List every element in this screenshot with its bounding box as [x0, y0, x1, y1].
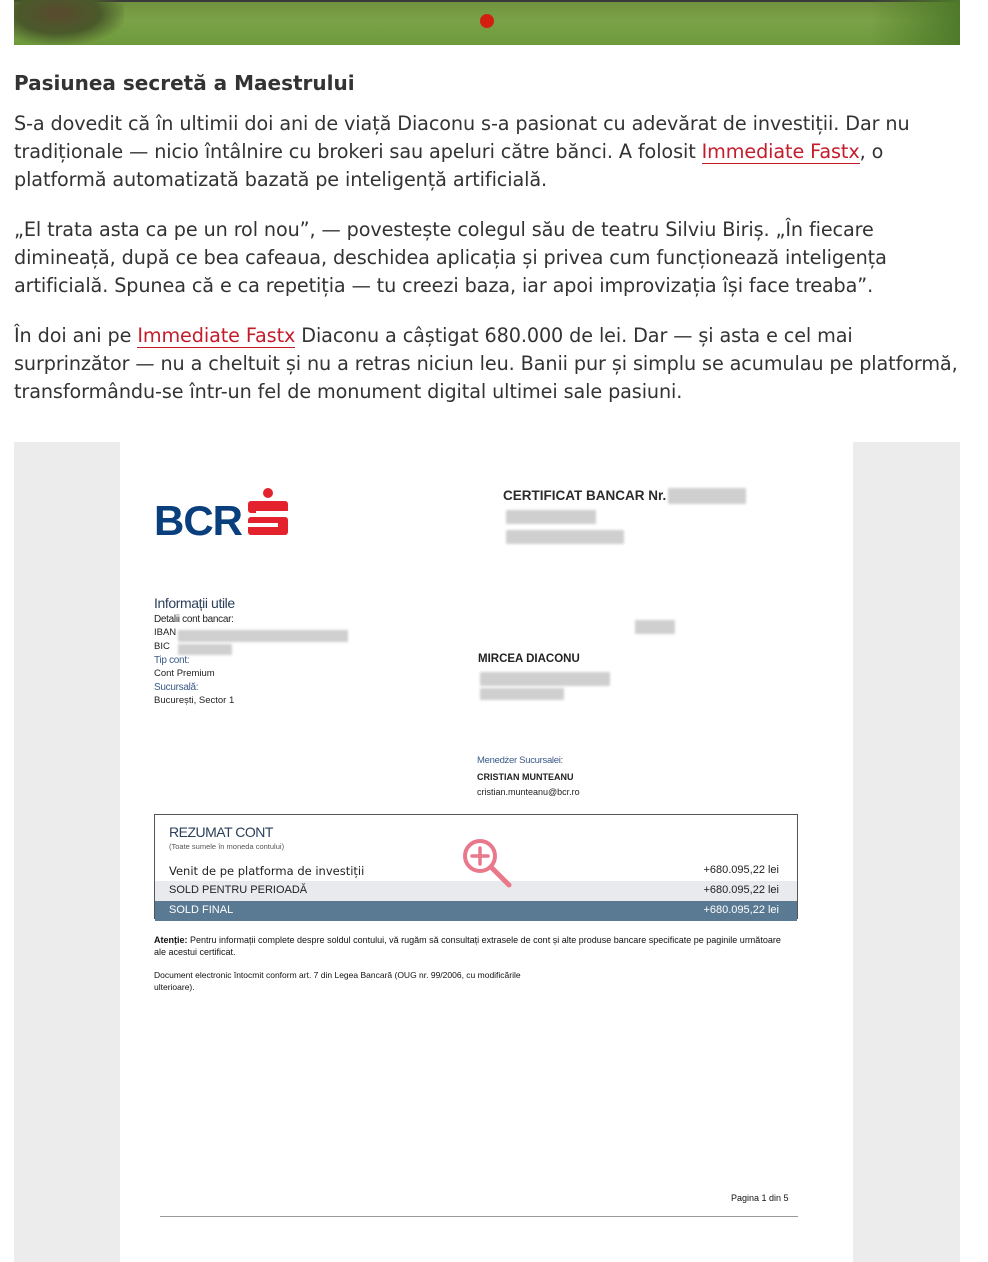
info-title: Informații utile: [154, 595, 235, 611]
client-name: MIRCEA DIACONU: [478, 653, 580, 665]
account-type-label: Tip cont:: [154, 655, 190, 666]
branch-value: București, Sector 1: [154, 695, 235, 706]
redacted-bic: [178, 644, 232, 655]
zoom-in-icon[interactable]: [460, 836, 516, 892]
bank-certificate-image[interactable]: [14, 442, 960, 1262]
paragraph-1-end: , o platformă automatizată bazată pe inteligență artificială.: [14, 140, 884, 191]
summary-row-final-balance: [155, 901, 797, 921]
paragraph-1-start: S-a dovedit că în ultimii doi ani de viață Diaconu s-a pasionat cu adevărat de investiții. Dar nu tradiționale — nicio întâlnire cu brokeri sau apeluri către bănci. A folosit: [14, 112, 910, 163]
hero-top-border: [14, 0, 960, 2]
immediate-fastx-link-1[interactable]: Immediate Fastx: [701, 140, 860, 163]
footer-divider: [160, 1216, 798, 1217]
article-body: [14, 68, 960, 406]
manager-label: Menedżer Sucursalei:: [477, 755, 563, 766]
bic-label: BIC: [154, 641, 170, 652]
redacted-client-address: [480, 672, 610, 686]
manager-name: CRISTIAN MUNTEANU: [477, 772, 574, 782]
electronic-document-note: Document electronic întocmit conform art. 7 din Legea Bancară (OUG nr. 99/2006, cu modificările ulterioare).: [154, 970, 521, 992]
redacted-date-2: [506, 530, 624, 544]
hero-tree: [870, 0, 960, 45]
immediate-fastx-link-2[interactable]: Immediate Fastx: [137, 324, 296, 347]
summary-row-income-value: +680.095,22 lei: [703, 864, 779, 876]
slider-dot-indicator[interactable]: [480, 14, 494, 28]
redacted-date-1: [506, 510, 596, 524]
attention-label: Atenție:: [154, 935, 188, 945]
redacted-top-right: [635, 620, 675, 634]
paragraph-2: „El trata asta ca pe un rol nou”, — povestește colegul său de teatru Silviu Biriș. „În fiecare dimineață, după ce bea cafeaua, deschidea aplicația și privea cum funcționează inteligența artificială. Spunea că e ca repetiția — tu creezi baza, iar apoi improvizația își face treaba”.: [14, 218, 887, 297]
bcr-logo-text: BCR: [154, 497, 242, 544]
hero-image: [14, 0, 960, 45]
paragraph-3: [14, 322, 960, 406]
paragraph-3-start: În doi ani pe: [14, 324, 138, 347]
account-type-value: Cont Premium: [154, 668, 215, 679]
branch-manager-block: [477, 755, 580, 797]
summary-row-final-label: SOLD FINAL: [169, 904, 234, 916]
redacted-client-address-2: [480, 688, 564, 700]
summary-row-period-label: SOLD PENTRU PERIOADĂ: [169, 884, 308, 896]
certificate-paper: [120, 442, 853, 1262]
summary-note: (Toate sumele în moneda contului): [169, 842, 285, 851]
attention-note: [154, 934, 794, 958]
iban-label: IBAN: [154, 627, 177, 638]
paragraph-3-end: Diaconu a câștigat 680.000 de lei. Dar — și asta e cel mai surprinzător — nu a cheltuit și nu a retras niciun leu. Banii pur și simplu se acumulau pe platformă, transformându-se într-un fel de monument digital ultimei sale pasiuni.: [14, 324, 958, 403]
summary-row-final-value: +680.095,22 lei: [703, 904, 779, 916]
attention-text: Pentru informații complete despre soldul contului, vă rugăm să consultați extrasele de cont și alte produse bancare specificate pe paginile următoare ale acestui certificat.: [154, 935, 781, 957]
paragraph-1: [14, 110, 960, 194]
redacted-cert-number: [668, 488, 746, 504]
section-title: Pasiunea secretă a Maestrului: [14, 71, 355, 95]
summary-row-income-label: Venit de pe platforma de investiții: [169, 864, 365, 878]
summary-row-period-value: +680.095,22 lei: [703, 884, 779, 896]
manager-email: cristian.munteanu@bcr.ro: [477, 787, 580, 797]
certificate-title: CERTIFICAT BANCAR Nr.: [503, 488, 667, 503]
branch-label: Sucursală:: [154, 682, 199, 693]
hero-shrub: [14, 0, 124, 45]
redacted-iban: [178, 630, 348, 642]
summary-title: REZUMAT CONT: [169, 824, 273, 840]
bcr-s-mark-icon: [244, 487, 292, 541]
account-details-label: Detalii cont bancar:: [154, 614, 234, 625]
page-number: Pagina 1 din 5: [731, 1193, 789, 1203]
